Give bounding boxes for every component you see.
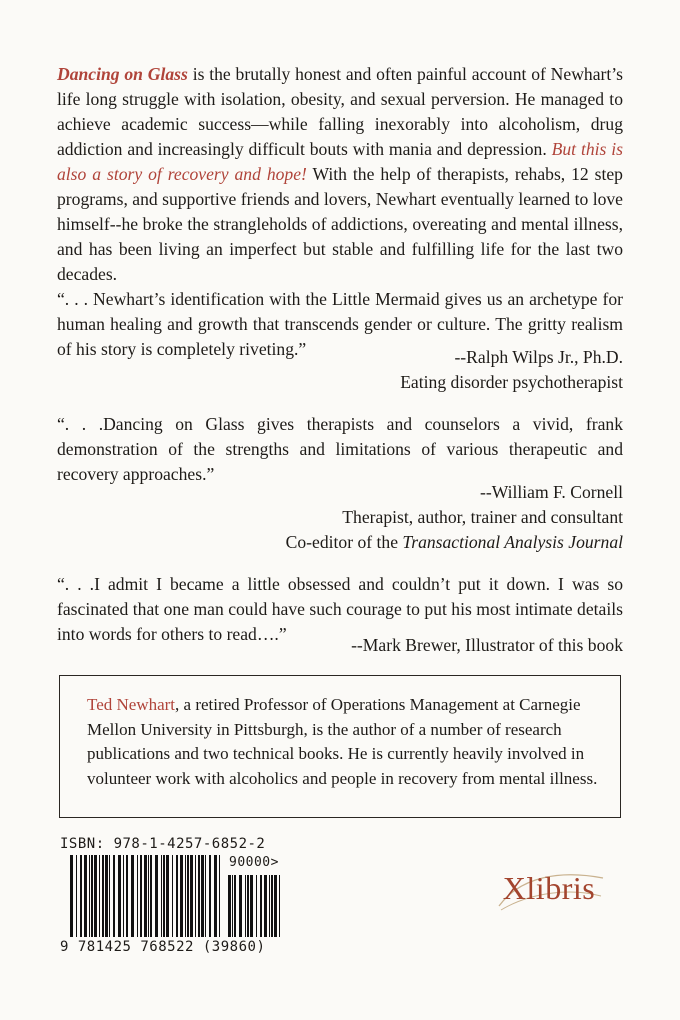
author-name: Ted Newhart — [87, 695, 176, 714]
barcode-price-code: (39860) — [202, 939, 266, 955]
publisher-logo-text: Xlibris — [502, 870, 596, 906]
attribution-line: --Ralph Wilps Jr., Ph.D. — [454, 347, 623, 367]
barcode-digits — [60, 939, 265, 955]
journal-title: Transactional Analysis Journal — [402, 532, 623, 552]
review-attribution-3 — [351, 633, 623, 658]
barcode-addon-digits: 90000> — [229, 855, 279, 870]
book-blurb — [57, 62, 623, 287]
blurb-title: Dancing on Glass — [57, 64, 188, 84]
author-bio — [87, 693, 599, 791]
attribution-prefix: Co-editor of the — [285, 532, 403, 552]
attribution-line — [286, 530, 623, 555]
attribution-line: --Mark Brewer, Illustrator of this book — [351, 635, 623, 655]
blurb-text-2: With the help of therapists, rehabs, 12 step programs, and supportive friends and lovers, Newhart eventually learned to love himself--he broke the strangleholds of addictions, overeating and mental illness, and has been living an imperfect but stable and fulfilling life for the last two decades. — [57, 164, 623, 284]
attribution-line: Therapist, author, trainer and consultant — [342, 507, 623, 527]
review-attribution-2 — [286, 480, 623, 555]
blurb-highlight: But this is also a story of recovery and hope! — [57, 139, 623, 184]
barcode-number: 9 781425 768522 — [60, 939, 194, 955]
attribution-line: --William F. Cornell — [479, 482, 623, 502]
author-bio-box — [59, 675, 621, 818]
attribution-line: Eating disorder psychotherapist — [400, 372, 623, 392]
publisher-logo — [491, 866, 607, 914]
review-quote-2: “. . .Dancing on Glass gives therapists and counselors a vivid, frank demonstration of the strengths and limitations of various therapeutic and recovery approaches.” — [57, 414, 623, 484]
review-attribution-1 — [400, 345, 623, 395]
review-quote-3: “. . .I admit I became a little obsessed and couldn’t put it down. I was so fascinated that one man could have such courage to put his most intimate details into words for others to read….” — [57, 574, 623, 644]
author-bio-text: , a retired Professor of Operations Management at Carnegie Mellon University in Pittsburgh, is the author of a number of research publications and two technical books. He is currently heavily involved in volunteer work with alcoholics and people in recovery from mental illness. — [87, 695, 598, 788]
isbn-label: ISBN: 978-1-4257-6852-2 — [60, 836, 266, 852]
review-quote-1: “. . . Newhart’s identification with the Little Mermaid gives us an archetype for human healing and growth that transcends gender or culture. The gritty realism of his story is completely riveting.” — [57, 289, 623, 359]
blurb-text-1: is the brutally honest and often painful account of Newhart’s life long struggle with isolation, obesity, and sexual perversion. He managed to achieve academic success—while falling inexorably into alcoholism, drug addiction and increasingly difficult bouts with mania and depression. — [57, 64, 623, 159]
